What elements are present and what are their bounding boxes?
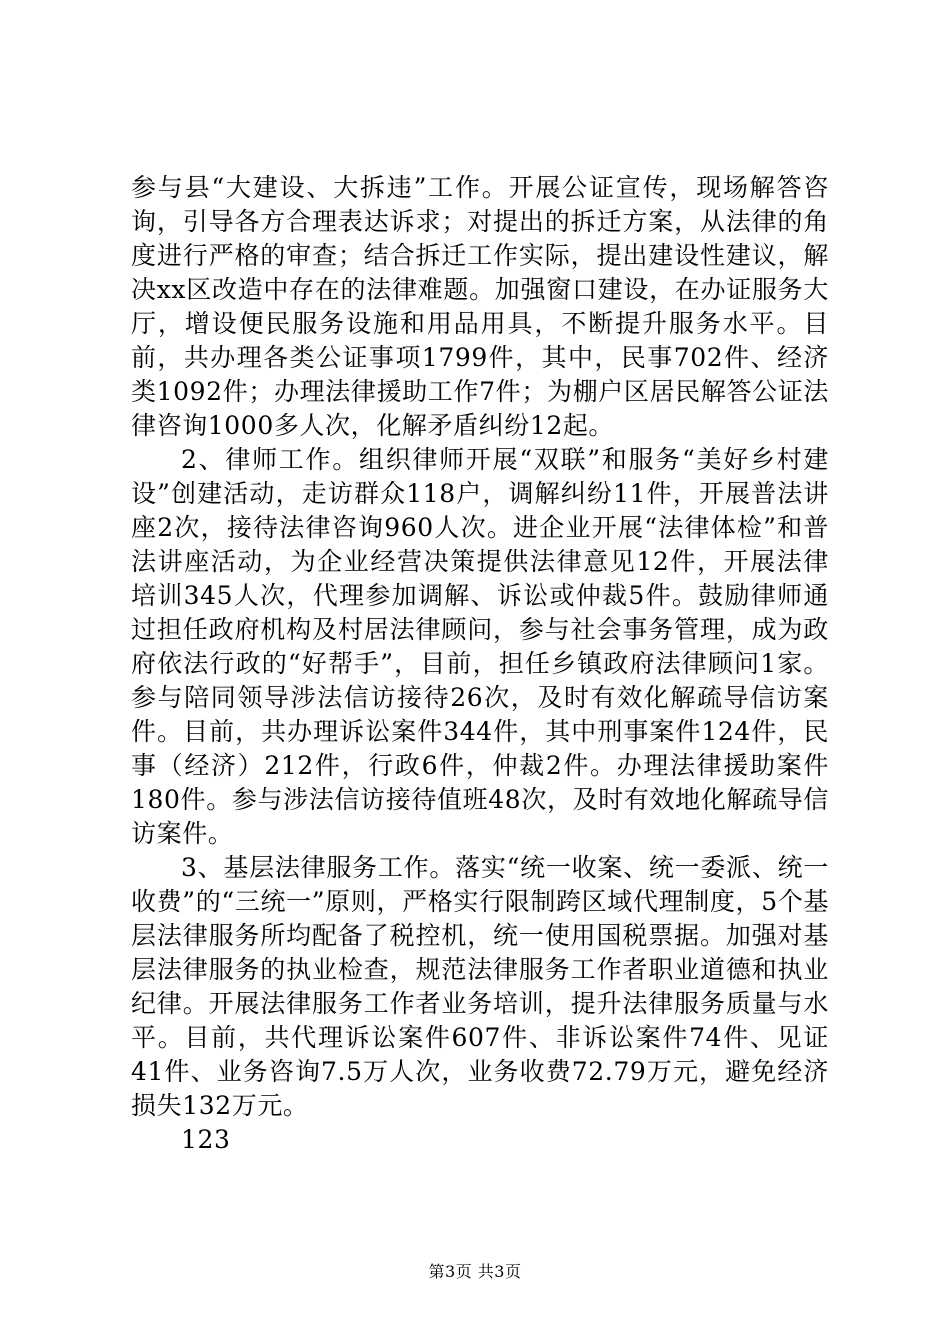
- paragraph-notary-work: 参与县“大建设、大拆违”工作。开展公证宣传，现场解答咨询，引导各方合理表达诉求；对提出的拆迁方案，从法律的角度进行严格的审查；结合拆迁工作实际，提出建设性建议，解决xx区改造中存在的法律难题。加强窗口建设，在办证服务大厅，增设便民服务设施和用品用具，不断提升服务水平。目前，共办理各类公证事项1799件，其中，民事702件、经济类1092件；办理法律援助工作7件；为棚户区居民解答公证法律咨询1000多人次，化解矛盾纠纷12起。: [131, 173, 829, 440]
- paragraph-lawyer-work: 2、律师工作。组织律师开展“双联”和服务“美好乡村建设”创建活动，走访群众118户，调解纠纷11件，开展普法讲座2次，接待法律咨询960人次。进企业开展“法律体检”和普法讲座活动，为企业经营决策提供法律意见12件，开展法律培训345人次，代理参加调解、诉讼或仲裁5件。鼓励律师通过担任政府机构及村居法律顾问，参与社会事务管理，成为政府依法行政的“好帮手”，目前，担任乡镇政府法律顾问1家。参与陪同领导涉法信访接待26次，及时有效化解疏导信访案件。目前，共办理诉讼案件344件，其中刑事案件124件，民事（经济）212件，行政6件，仲裁2件。办理法律援助案件180件。参与涉法信访接待值班48次，及时有效地化解疏导信访案件。: [131, 445, 829, 848]
- page-footer: 第3页 共3页: [428, 1262, 522, 1281]
- paragraph-trailing-number: 123: [181, 1125, 231, 1154]
- document-body: [131, 171, 829, 1157]
- paragraph-grassroots-legal-service: 3、基层法律服务工作。落实“统一收案、统一委派、统一收费”的“三统一”原则，严格实行限制跨区域代理制度，5个基层法律服务所均配备了税控机，统一使用国税票据。加强对基层法律服务的执业检查，规范法律服务工作者职业道德和执业纪律。开展法律服务工作者业务培训，提升法律服务质量与水平。目前，共代理诉讼案件607件、非诉讼案件74件、见证41件、业务咨询7.5万人次，业务收费72.79万元，避免经济损失132万元。: [131, 853, 829, 1120]
